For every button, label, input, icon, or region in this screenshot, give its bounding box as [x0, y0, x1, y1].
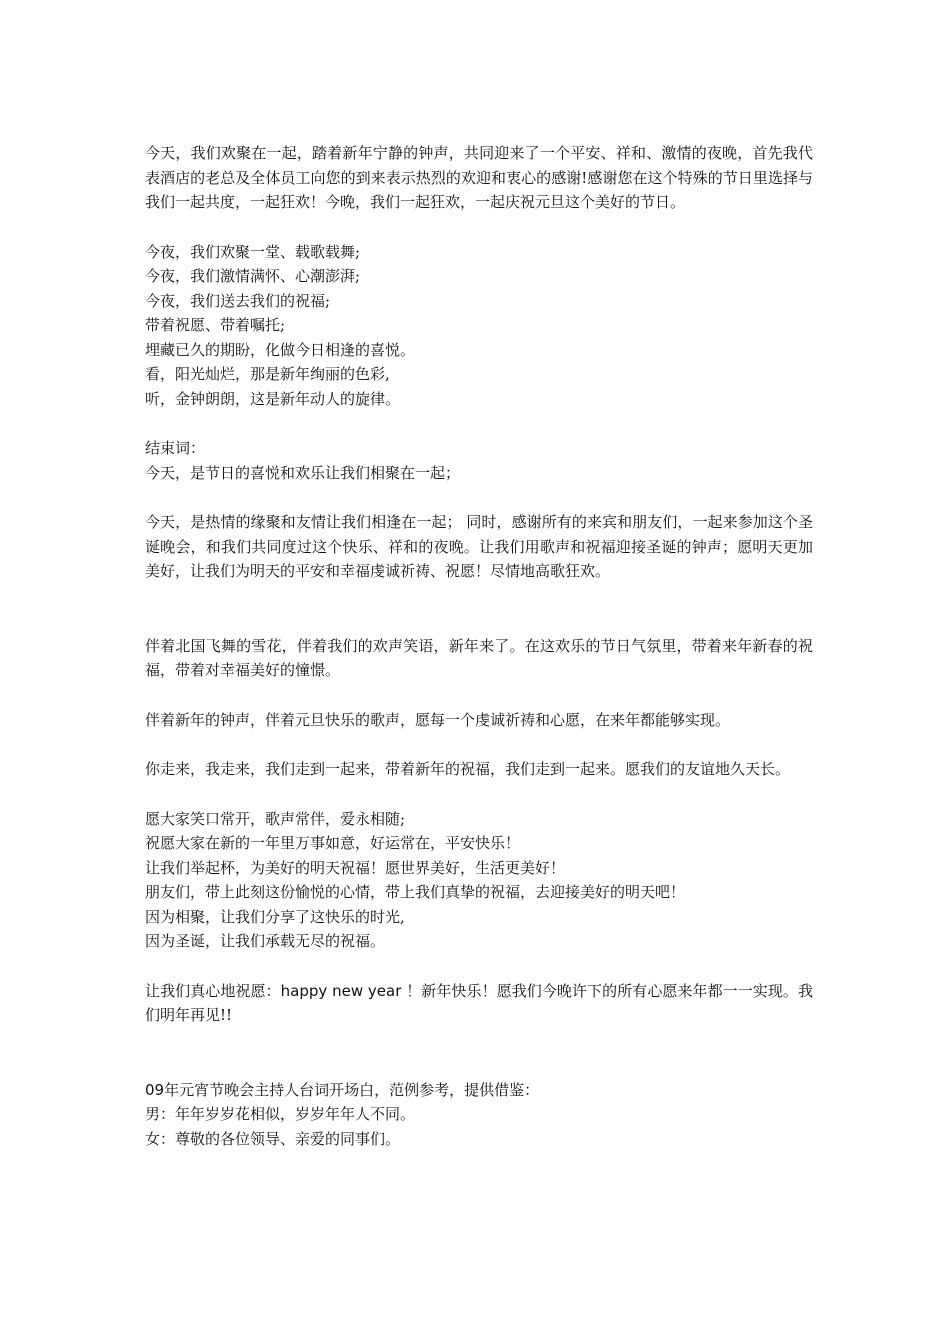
closing-paragraph: 今天，是热情的缘聚和友情让我们相逢在一起； 同时，感谢所有的来宾和朋友们，一起来参加这个圣诞晚会，和我们共同度过这个快乐、祥和的夜晚。让我们用歌声和祝福迎接圣诞的钟声；愿明天更加美好，让我们为明天的平安和幸福虔诚祈祷、祝愿！尽情地高歌狂欢。	[145, 513, 813, 580]
poem-block	[145, 240, 813, 412]
paragraph-spacer	[145, 732, 813, 757]
wish-block	[145, 807, 813, 954]
paragraph-spacer	[145, 954, 813, 979]
final-wish-paragraph	[145, 979, 813, 1028]
paragraph-spacer	[145, 215, 813, 240]
lantern-heading	[145, 1078, 813, 1103]
intro-paragraph: 今天，我们欢聚在一起，踏着新年宁静的钟声，共同迎来了一个平安、祥和、激情的夜晚，首先我代表酒店的老总及全体员工向您的到来表示热烈的欢迎和衷心的感谢!感谢您在这个特殊的节日里选择与我们一起共度，一起狂欢！今晚，我们一起狂欢，一起庆祝元旦这个美好的节日。	[145, 144, 813, 211]
poem-line: 看，阳光灿烂，那是新年绚丽的色彩,	[145, 365, 390, 383]
bell-paragraph: 伴着新年的钟声，伴着元旦快乐的歌声，愿每一个虔诚祈祷和心愿，在来年都能够实现。	[145, 710, 731, 729]
final-wish-english: happy new year	[280, 981, 402, 1000]
lantern-heading-text: 年元宵节晚会主持人台词开场白，范例参考，提供借鉴：	[164, 1080, 540, 1099]
together-paragraph: 你走来，我走来，我们走到一起来，带着新年的祝福，我们走到一起来。愿我们的友谊地久天长。	[145, 760, 791, 778]
wish-line: 朋友们，带上此刻这份愉悦的心情，带上我们真挚的祝福，去迎接美好的明天吧！	[145, 883, 686, 901]
wish-line: 让我们举起杯，为美好的明天祝福！愿世界美好，生活更美好！	[145, 858, 566, 877]
poem-line: 埋藏已久的期盼，化做今日相逢的喜悦。	[145, 340, 416, 359]
closing-label: 结束词：	[145, 439, 206, 457]
lantern-heading-number: 09	[145, 1080, 165, 1099]
paragraph-spacer	[145, 782, 813, 807]
poem-line: 今夜，我们激情满怀、心潮澎湃;	[145, 267, 361, 285]
wish-line: 祝愿大家在新的一年里万事如意，好运常在，平安快乐！	[145, 834, 521, 852]
poem-line: 今夜，我们送去我们的祝福;	[145, 291, 331, 310]
female-host-line: 女：尊敬的各位领导、亲爱的同事们。	[145, 1129, 401, 1148]
paragraph-spacer	[145, 411, 813, 436]
section-spacer	[145, 1028, 813, 1078]
final-wish-prefix: 让我们真心地祝愿：	[145, 981, 281, 1000]
closing-line: 今天，是节日的喜悦和欢乐让我们相聚在一起；	[145, 463, 461, 482]
snow-paragraph: 伴着北国飞舞的雪花，伴着我们的欢声笑语，新年来了。在这欢乐的节日气氛里，带着来年新春的祝福，带着对幸福美好的憧憬。	[145, 636, 813, 679]
section-spacer	[145, 584, 813, 634]
poem-line: 带着祝愿、带着嘱托;	[145, 316, 286, 334]
male-host-line: 男：年年岁岁花相似，岁岁年年人不同。	[145, 1105, 416, 1123]
poem-line: 听，金钟朗朗，这是新年动人的旋律。	[145, 389, 401, 408]
wish-line: 因为相聚，让我们分享了这快乐的时光,	[145, 907, 405, 926]
paragraph-spacer	[145, 485, 813, 510]
final-wish-suffix: ！新年快乐！愿我们今晚许下的所有心愿来年都一一实现。我们明年再见!!	[145, 981, 813, 1024]
poem-line: 今夜，我们欢聚一堂、载歌载舞;	[145, 242, 361, 261]
paragraph-spacer	[145, 683, 813, 708]
wish-line: 因为圣诞，让我们承载无尽的祝福。	[145, 932, 386, 950]
wish-line: 愿大家笑口常开，歌声常伴，爱永相随;	[145, 809, 406, 828]
document-body	[145, 141, 813, 1151]
